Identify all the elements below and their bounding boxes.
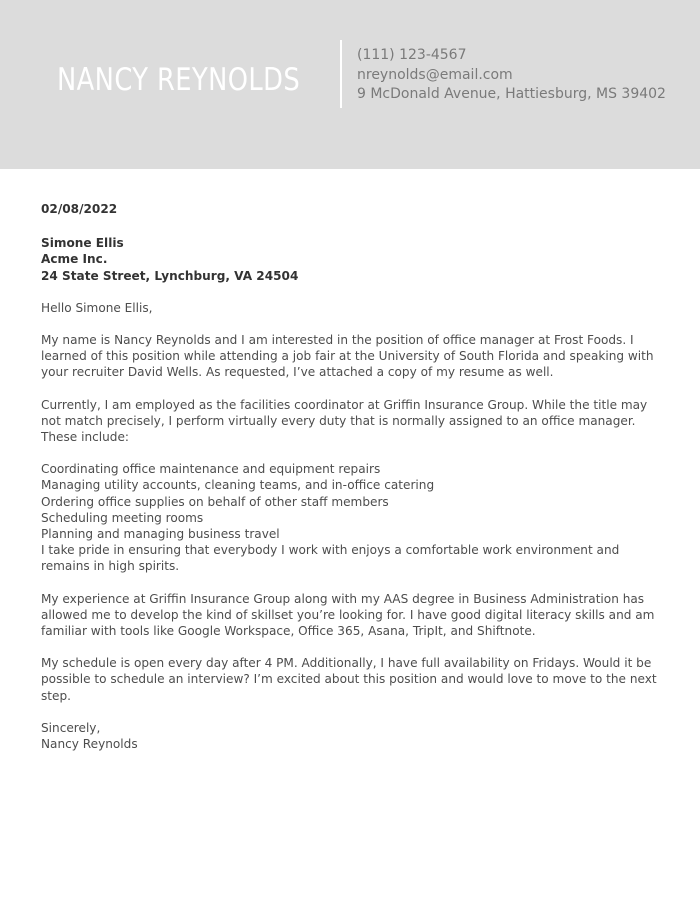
- recipient-address: 24 State Street, Lynchburg, VA 24504: [41, 268, 299, 283]
- duties-list: [41, 461, 666, 574]
- header-divider: [340, 40, 342, 108]
- recipient-company: Acme Inc.: [41, 252, 108, 267]
- list-item: Scheduling meeting rooms: [41, 510, 204, 525]
- contact-info: [357, 46, 666, 105]
- greeting: Hello Simone Ellis,: [41, 300, 153, 315]
- signature-name: Nancy Reynolds: [41, 737, 138, 752]
- paragraph-current-role: Currently, I am employed as the facilities coordinator at Griffin Insurance Group. While the title may not match precisely, I perform virtually every duty that is normally assigned to an office manager. These include:: [41, 397, 648, 445]
- closing-salutation: Sincerely,: [41, 720, 101, 735]
- contact-email: nreynolds@email.com: [357, 66, 513, 83]
- paragraph-experience: My experience at Griffin Insurance Group along with my AAS degree in Business Administration has allowed me to develop the kind of skillset you’re looking for. I have good digital literacy skills and am familiar with tools like Google Workspace, Office 365, Asana, TripIt, and Shiftnote.: [41, 591, 655, 639]
- recipient-name: Simone Ellis: [41, 236, 124, 251]
- header-banner: [0, 0, 700, 169]
- letter-body: [41, 201, 666, 752]
- list-item: Coordinating office maintenance and equipment repairs: [41, 462, 381, 477]
- list-item: Ordering office supplies on behalf of other staff members: [41, 494, 389, 509]
- list-item: Planning and managing business travel: [41, 527, 280, 542]
- closing-block: [41, 720, 666, 752]
- pride-statement: I take pride in ensuring that everybody I work with enjoys a comfortable work environment and remains in high spirits.: [41, 543, 620, 574]
- recipient-block: [41, 235, 666, 284]
- contact-address: 9 McDonald Avenue, Hattiesburg, MS 39402: [357, 86, 666, 102]
- applicant-name: NANCY REYNOLDS: [57, 62, 301, 98]
- letter-date: 02/08/2022: [41, 202, 118, 216]
- contact-phone: (111) 123-4567: [357, 47, 467, 63]
- paragraph-intro: My name is Nancy Reynolds and I am interested in the position of office manager at Frost Foods. I learned of this position while attending a job fair at the University of South Florida and speaking with your recruiter David Wells. As requested, I’ve attached a copy of my resume as well.: [41, 333, 654, 380]
- paragraph-schedule: My schedule is open every day after 4 PM. Additionally, I have full availability on Fridays. Would it be possible to schedule an interview? I’m excited about this position and would love to move to the next step.: [41, 656, 657, 703]
- list-item: Managing utility accounts, cleaning teams, and in-office catering: [41, 478, 435, 493]
